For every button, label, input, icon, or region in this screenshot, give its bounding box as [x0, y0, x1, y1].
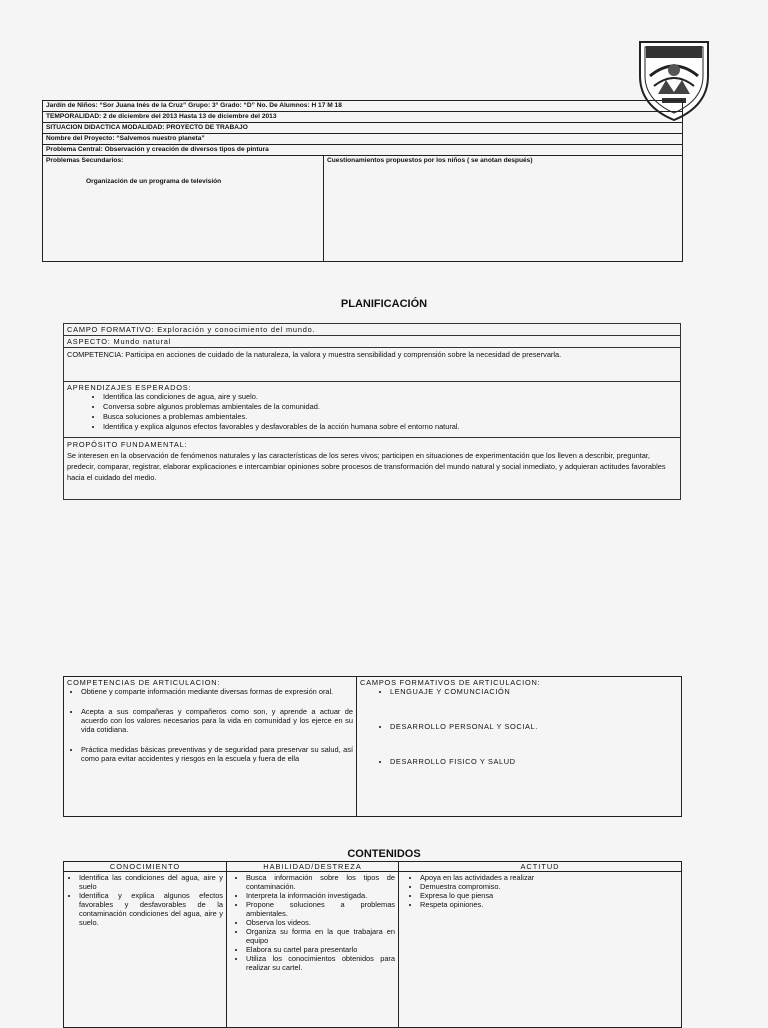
problemas-secundarios-text: Organización de un programa de televisión — [86, 178, 222, 185]
competencias-articulacion-label: COMPETENCIAS DE ARTICULACION: — [67, 678, 221, 687]
list-item: • Demuestra compromiso. — [420, 882, 678, 891]
problemas-secundarios-label: Problemas Secundarios: — [46, 157, 124, 164]
habilidad-cell — [227, 872, 399, 1028]
list-item: • Utiliza los conocimientos obtenidos para realizar su cartel. — [246, 954, 395, 972]
list-item: • Identifica las condiciones de agua, aire y suelo. — [103, 392, 677, 402]
conocimiento-list — [67, 873, 223, 927]
aspecto: ASPECTO: Mundo natural — [64, 336, 681, 348]
column-header-actitud: ACTITUD — [399, 862, 682, 872]
list-item: • Respeta opiniones. — [420, 900, 678, 909]
header-table — [42, 100, 683, 262]
list-item: • Expresa lo que piensa — [420, 891, 678, 900]
list-item: • Conversa sobre algunos problemas ambientales de la comunidad. — [103, 402, 677, 412]
articulacion-table — [63, 676, 682, 817]
list-item: • Identifica y explica algunos efectos favorables y desfavorables de la contaminación condiciones del agua, aire y suelo. — [79, 891, 223, 927]
list-item: • Busca información sobre los tipos de contaminación. — [246, 873, 395, 891]
list-item: • Elabora su cartel para presentarlo — [246, 945, 395, 954]
planificacion-table — [63, 323, 681, 500]
list-item: • Identifica y explica algunos efectos favorables y desfavorables de la acción humana sobre el entorno natural. — [103, 422, 677, 432]
actitud-list — [402, 873, 678, 909]
header-proyecto: Nombre del Proyecto: “Salvemos nuestro planeta” — [43, 134, 683, 145]
list-item: • Obtiene y comparte información mediante diversas formas de expresión oral. — [81, 687, 353, 696]
problemas-secundarios-cell — [43, 156, 324, 262]
list-item: • Busca soluciones a problemas ambientales. — [103, 412, 677, 422]
aprendizajes-list — [67, 392, 677, 432]
campos-list — [360, 687, 678, 766]
cuestionamientos-cell — [324, 156, 683, 262]
list-item: • Identifica las condiciones del agua, aire y suelo — [79, 873, 223, 891]
header-temporalidad: TEMPORALIDAD: 2 de diciembre del 2013 Hasta 13 de diciembre del 2013 — [43, 112, 683, 123]
competencias-list — [67, 687, 353, 763]
list-item: • DESARROLLO FISICO Y SALUD — [390, 757, 678, 766]
header-school-line: Jardín de Niños: “Sor Juana Inés de la Cruz” Grupo: 3° Grado: “D” No. De Alumnos: H 17 M 18 — [43, 101, 683, 112]
list-item: • Organiza su forma en la que trabajara en equipo — [246, 927, 395, 945]
competencias-articulacion-cell — [64, 677, 357, 817]
proposito-cell — [64, 438, 681, 500]
contenidos-table — [63, 861, 682, 1028]
header-problema-central: Problema Central: Observación y creación de diversos tipos de pintura — [43, 145, 683, 156]
aprendizajes-cell — [64, 382, 681, 438]
list-item: • Acepta a sus compañeras y compañeros como son, y aprende a actuar de acuerdo con los valores necesarios para la vida en comunidad y los ejerce en su vida cotidiana. — [81, 707, 353, 734]
column-header-conocimiento: CONOCIMIENTO — [64, 862, 227, 872]
campos-articulacion-cell — [357, 677, 682, 817]
aprendizajes-label: APRENDIZAJES ESPERADOS: — [67, 383, 192, 392]
proposito-label: PROPÓSITO FUNDAMENTAL: — [67, 440, 188, 449]
list-item: • Propone soluciones a problemas ambientales. — [246, 900, 395, 918]
list-item: • Observa los videos. — [246, 918, 395, 927]
competencia: COMPETENCIA: Participa en acciones de cuidado de la naturaleza, la valora y muestra sensibilidad y comprensión sobre la necesidad de preservarla. — [64, 348, 681, 382]
column-header-habilidad: HABILIDAD/DESTREZA — [227, 862, 399, 872]
habilidad-list — [230, 873, 395, 972]
cuestionamientos-label: Cuestionamientos propuestos por los niños ( se anotan después) — [327, 157, 533, 164]
header-situacion: SITUACION DIDACTICA MODALIDAD: PROYECTO DE TRABAJO — [43, 123, 683, 134]
list-item: • LENGUAJE Y COMUNCIACIÓN — [390, 687, 678, 696]
contenidos-title: CONTENIDOS — [347, 848, 421, 860]
proposito-text: Se interesen en la observación de fenómenos naturales y las características de los seres vivos; participen en situaciones de experimentación que los lleven a describir, preguntar, predecir, comparar, registrar, elaborar explicaciones e intercambiar opiniones sobre procesos de transformación del mundo natural y social inmediato, y adquieran actitudes favorables hacia el cuidado del medio. — [67, 451, 666, 482]
actitud-cell — [399, 872, 682, 1028]
campo-formativo: CAMPO FORMATIVO: Exploración y conocimiento del mundo. — [64, 324, 681, 336]
planificacion-title: PLANIFICACIÓN — [340, 298, 428, 310]
list-item: • Apoya en las actividades a realizar — [420, 873, 678, 882]
campos-articulacion-label: CAMPOS FORMATIVOS DE ARTICULACION: — [360, 678, 541, 687]
list-item: • DESARROLLO PERSONAL Y SOCIAL. — [390, 722, 678, 731]
conocimiento-cell — [64, 872, 227, 1028]
list-item: • Práctica medidas básicas preventivas y de seguridad para preservar su salud, así como para evitar accidentes y riesgos en la escuela y fuera de ella — [81, 745, 353, 763]
list-item: • Interpreta la información investigada. — [246, 891, 395, 900]
